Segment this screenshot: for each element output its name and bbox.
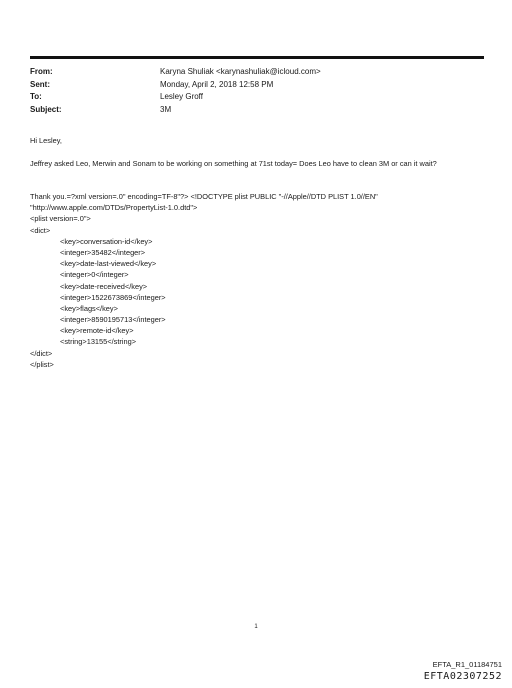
to-row bbox=[30, 91, 484, 104]
bates-number-secondary: EFTA02307252 bbox=[423, 671, 502, 682]
from-value: Karyna Shuliak <karynashuliak@icloud.com> bbox=[160, 67, 321, 76]
bates-number-primary: EFTA_R1_01184751 bbox=[432, 660, 502, 669]
xml-line: Thank you.=?xml version=.0" encoding=TF-8"?> <!DOCTYPE plist PUBLIC "-//Apple//DTD PLIST 1.0//EN" bbox=[30, 192, 378, 201]
xml-line: </plist> bbox=[30, 359, 54, 369]
to-label: To: bbox=[30, 92, 42, 101]
xml-line: <integer>8590195713</integer> bbox=[60, 315, 166, 325]
xml-block bbox=[30, 191, 484, 370]
xml-line: <key>date-received</key> bbox=[60, 281, 148, 291]
sent-row bbox=[30, 79, 484, 92]
from-row bbox=[30, 66, 484, 79]
xml-line: <integer>0</integer> bbox=[60, 270, 129, 280]
xml-line: <plist version=.0"> bbox=[30, 214, 91, 224]
xml-line: <key>conversation-id</key> bbox=[60, 236, 153, 246]
header-rule bbox=[30, 56, 484, 59]
from-label: From: bbox=[30, 67, 53, 76]
xml-line: <integer>35482</integer> bbox=[60, 247, 146, 257]
xml-line: </dict> bbox=[30, 348, 53, 358]
xml-line: <key>flags</key> bbox=[60, 303, 118, 313]
xml-line: <dict> bbox=[30, 225, 51, 235]
sent-value: Monday, April 2, 2018 12:58 PM bbox=[160, 79, 274, 89]
sent-label: Sent: bbox=[30, 79, 50, 89]
xml-line: <integer>1522673869</integer> bbox=[60, 292, 166, 302]
subject-value: 3M bbox=[160, 104, 172, 114]
xml-line: <string>13155</string> bbox=[60, 337, 137, 347]
greeting: Hi Lesley, bbox=[30, 136, 62, 145]
xml-line: "http://www.apple.com/DTDs/PropertyList-1.0.dtd"> bbox=[30, 203, 198, 213]
email-header bbox=[30, 66, 484, 116]
to-value: Lesley Groff bbox=[160, 92, 203, 101]
subject-label: Subject: bbox=[30, 104, 62, 114]
xml-line: <key>remote-id</key> bbox=[60, 326, 134, 336]
message-paragraph: Jeffrey asked Leo, Merwin and Sonam to be working on something at 71st today= Does Leo have to clean 3M or can it wait? bbox=[30, 159, 437, 168]
subject-row bbox=[30, 104, 484, 117]
xml-line: <key>date-last-viewed</key> bbox=[60, 259, 157, 269]
page-number: 1 bbox=[254, 624, 258, 630]
